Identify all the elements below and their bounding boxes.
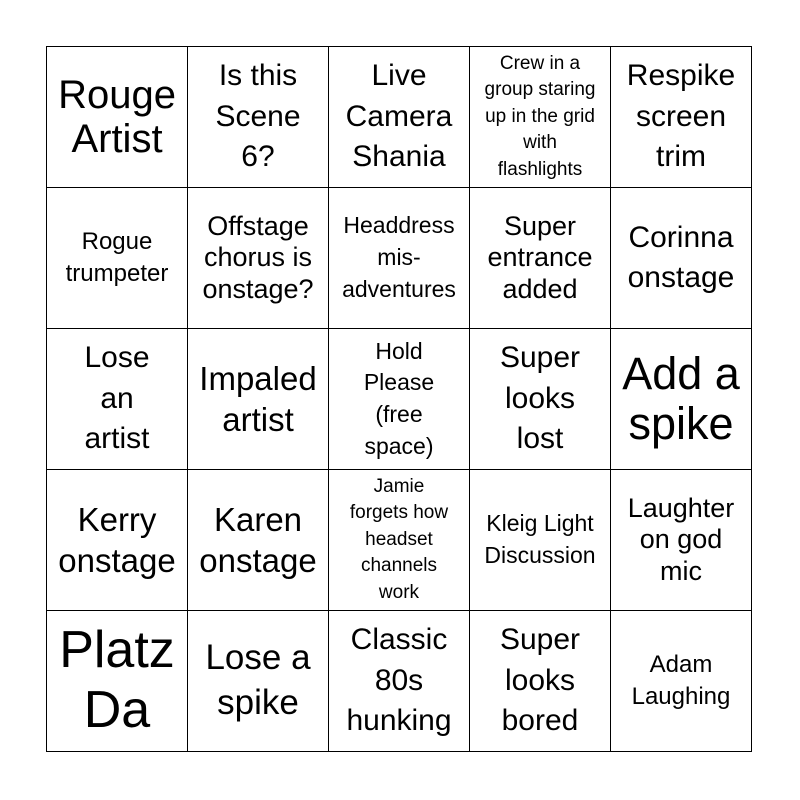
bingo-cell-r3-c3 free-space[interactable] (329, 329, 470, 470)
bingo-cell-r2-c2[interactable] (188, 188, 329, 329)
cell-label: Kleig Light Discussion (484, 510, 596, 568)
cell-label: Kerry onstage (58, 500, 176, 579)
bingo-cell-r4-c1[interactable] (47, 470, 188, 611)
cell-label: Corinna onstage (627, 220, 735, 294)
cell-label: Super looks lost (499, 341, 581, 456)
bingo-cell-r2-c5[interactable] (611, 188, 752, 329)
bingo-cell-r2-c3[interactable] (329, 188, 470, 329)
cell-label: Live Camera Shania (345, 59, 453, 174)
cell-label: Headdress mis- adventures (342, 212, 456, 302)
bingo-cell-r4-c4[interactable] (470, 470, 611, 611)
cell-label: Lose a spike (205, 638, 311, 722)
cell-label: Super entrance added (487, 211, 593, 304)
cell-label: Rouge Artist (58, 73, 176, 161)
cell-label: Jamie forgets how headset channels work (349, 475, 449, 603)
bingo-cell-r1-c4[interactable] (470, 47, 611, 188)
bingo-cell-r5-c5[interactable] (611, 611, 752, 752)
cell-label: Is this Scene 6? (215, 59, 301, 174)
cell-label: Platz Da (59, 621, 175, 739)
bingo-cell-r4-c5[interactable] (611, 470, 752, 611)
bingo-cell-r1-c2[interactable] (188, 47, 329, 188)
bingo-cell-r2-c1[interactable] (47, 188, 188, 329)
bingo-cell-r2-c4[interactable] (470, 188, 611, 329)
cell-label: Laughter on god mic (627, 493, 735, 586)
bingo-cell-r5-c2[interactable] (188, 611, 329, 752)
bingo-cell-r3-c4[interactable] (470, 329, 611, 470)
bingo-cell-r5-c4[interactable] (470, 611, 611, 752)
bingo-cell-r4-c2[interactable] (188, 470, 329, 611)
bingo-cell-r5-c1[interactable] (47, 611, 188, 752)
cell-label: Super looks bored (499, 623, 581, 738)
cell-label: Rogue trumpeter (65, 227, 169, 287)
bingo-cell-r5-c3[interactable] (329, 611, 470, 752)
bingo-cell-r3-c1[interactable] (47, 329, 188, 470)
cell-label: Hold Please (free space) (363, 337, 435, 459)
cell-label: Classic 80s hunking (346, 623, 452, 738)
cell-label: Lose an artist (84, 341, 150, 456)
cell-label: Add a spike (622, 347, 740, 449)
cell-label: Crew in a group staring up in the grid with flashlights (484, 52, 596, 180)
cell-label: Impaled artist (199, 359, 317, 438)
bingo-board (46, 46, 752, 752)
cell-label: Respike screen trim (626, 59, 736, 174)
bingo-cell-r4-c3[interactable] (329, 470, 470, 611)
bingo-cell-r3-c5[interactable] (611, 329, 752, 470)
cell-label: Offstage chorus is onstage? (202, 211, 314, 304)
bingo-cell-r1-c1[interactable] (47, 47, 188, 188)
bingo-cell-r1-c3[interactable] (329, 47, 470, 188)
cell-label: Karen onstage (199, 500, 317, 579)
bingo-cell-r3-c2[interactable] (188, 329, 329, 470)
cell-label: Adam Laughing (631, 650, 731, 710)
bingo-cell-r1-c5[interactable] (611, 47, 752, 188)
